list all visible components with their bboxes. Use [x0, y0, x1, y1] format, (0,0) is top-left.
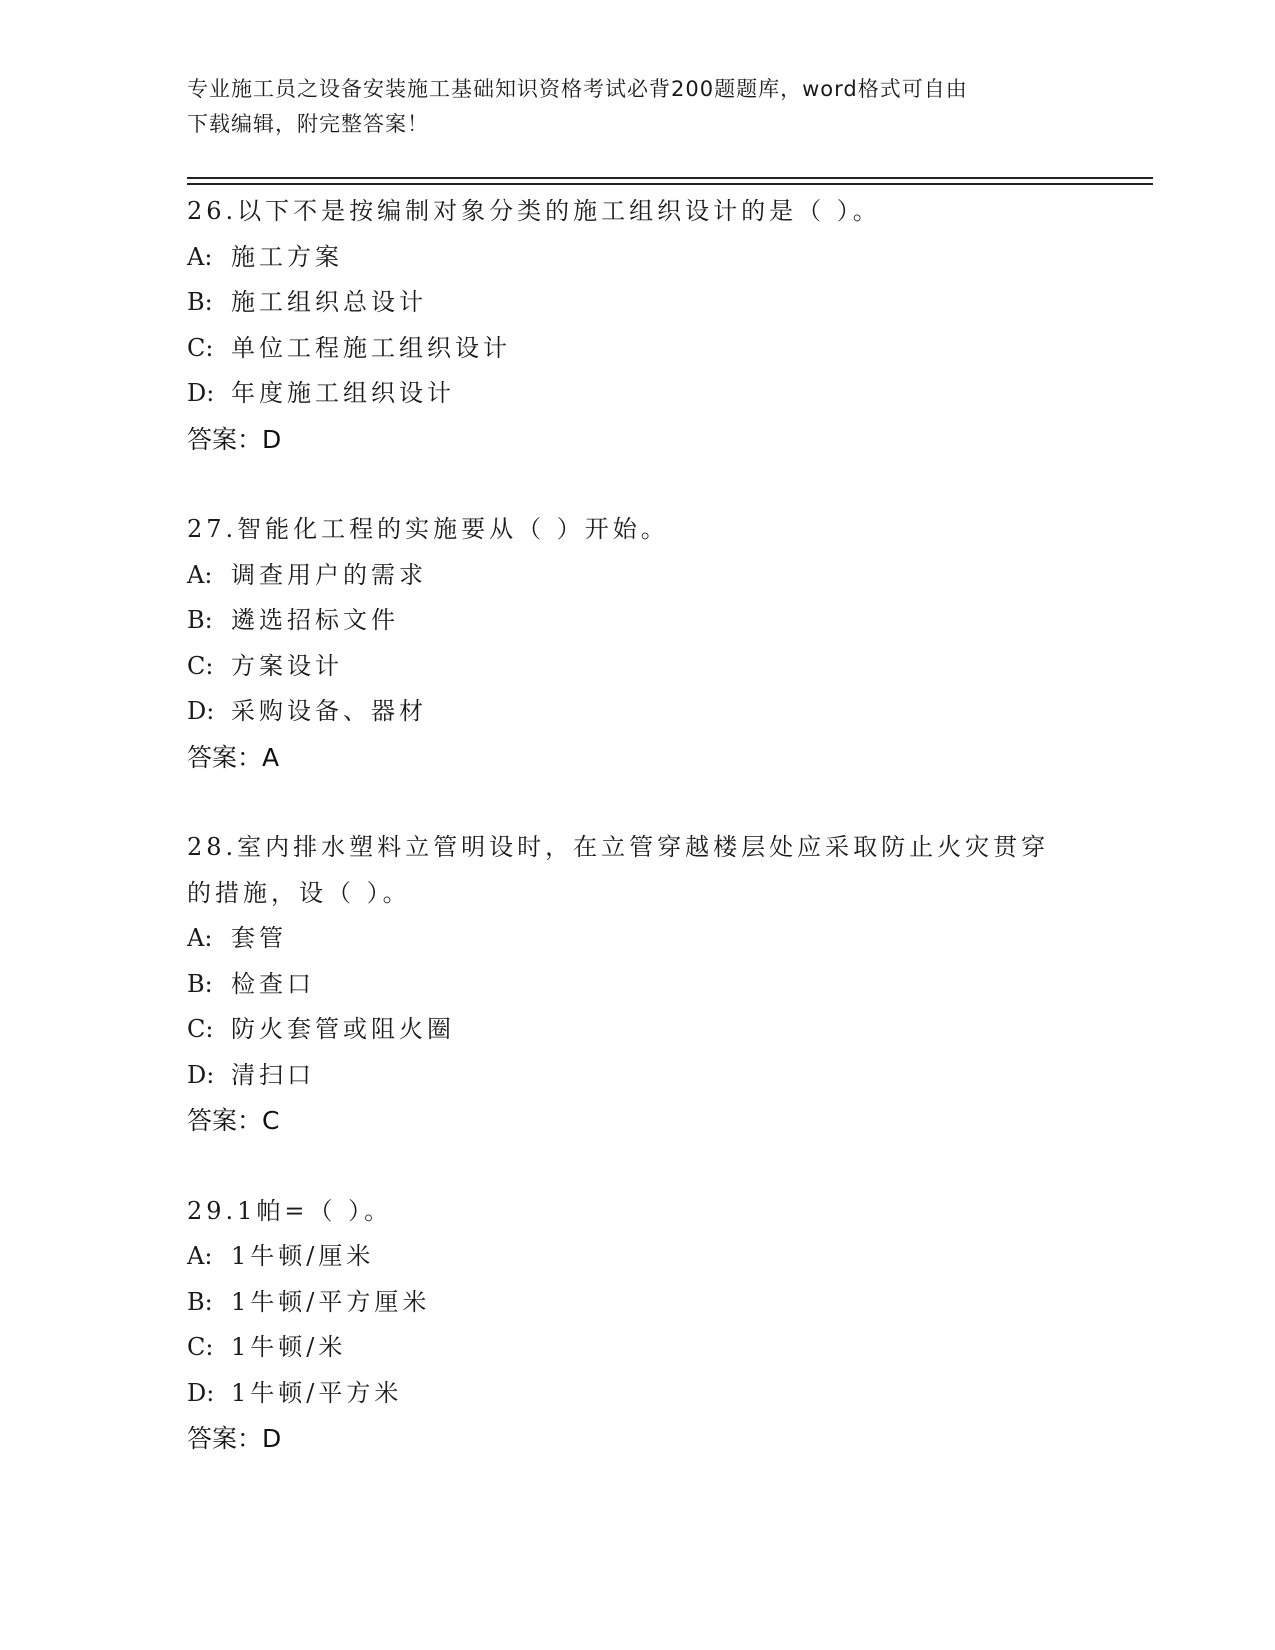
option-c — [187, 326, 1087, 372]
option-a — [187, 553, 1087, 599]
option-text: 防火套管或阻火圈 — [231, 1015, 455, 1043]
option-key: B: — [187, 969, 213, 998]
option-c — [187, 644, 1087, 690]
answer-line: 答案：D — [187, 424, 282, 454]
question-stem: 26.以下不是按编制对象分类的施工组织设计的是（ ）。 — [187, 197, 881, 225]
question-27 — [187, 507, 1087, 780]
option-text: 调查用户的需求 — [231, 560, 427, 589]
option-key: A: — [187, 242, 213, 271]
option-d — [187, 1053, 1087, 1099]
option-key: B: — [187, 288, 213, 316]
option-key: D: — [187, 697, 215, 725]
option-key: D: — [187, 1378, 215, 1407]
option-b — [187, 280, 1087, 326]
option-key: D: — [187, 1060, 215, 1089]
option-key: A: — [187, 924, 213, 952]
option-text: 遴选招标文件 — [231, 606, 399, 634]
answer-line: 答案：D — [187, 1424, 282, 1453]
question-28 — [187, 825, 1087, 1144]
option-key: C: — [187, 651, 214, 680]
question-stem: 27.智能化工程的实施要从（ ）开始。 — [187, 515, 669, 543]
option-text: 1牛顿/厘米 — [231, 1242, 375, 1270]
option-key: C: — [187, 1333, 214, 1361]
option-c — [187, 1325, 1087, 1371]
option-text: 方案设计 — [231, 651, 343, 680]
header-line-2: 下载编辑，附完整答案！ — [187, 112, 429, 136]
answer-line: 答案：A — [187, 742, 280, 772]
option-key: C: — [187, 1015, 214, 1043]
option-text: 1牛顿/米 — [231, 1333, 347, 1361]
option-text: 1牛顿/平方厘米 — [231, 1287, 431, 1316]
header-divider-bottom — [187, 183, 1153, 185]
option-d — [187, 689, 1087, 735]
header-line-1: 专业施工员之设备安装施工基础知识资格考试必背200题题库，word格式可自由 — [187, 77, 968, 101]
option-text: 施工组织总设计 — [231, 288, 427, 316]
question-stem: 28.室内排水塑料立管明设时，在立管穿越楼层处应采取防止火灾贯穿 — [187, 833, 1050, 861]
question-26 — [187, 189, 1087, 462]
option-b — [187, 1280, 1087, 1326]
option-b — [187, 598, 1087, 644]
question-29 — [187, 1189, 1087, 1462]
option-text: 1牛顿/平方米 — [231, 1378, 403, 1407]
option-text: 检查口 — [231, 969, 315, 998]
question-stem-continued: 的措施，设（ ）。 — [187, 878, 411, 907]
option-text: 年度施工组织设计 — [231, 379, 455, 407]
option-a — [187, 235, 1087, 281]
option-b — [187, 962, 1087, 1008]
option-key: B: — [187, 1287, 213, 1316]
question-stem: 29.1帕=（ ）。 — [187, 1196, 393, 1225]
document-header — [187, 72, 1067, 142]
option-text: 采购设备、器材 — [231, 697, 427, 725]
header-divider-top — [187, 177, 1153, 179]
option-text: 套管 — [231, 924, 287, 952]
option-d — [187, 1371, 1087, 1417]
option-key: A: — [187, 1242, 213, 1270]
option-text: 清扫口 — [231, 1060, 315, 1089]
option-key: C: — [187, 333, 214, 362]
option-key: D: — [187, 379, 215, 407]
option-c — [187, 1007, 1087, 1053]
answer-line: 答案：C — [187, 1106, 280, 1135]
option-d — [187, 371, 1087, 417]
option-key: B: — [187, 606, 213, 634]
option-text: 施工方案 — [231, 242, 343, 271]
question-list — [187, 189, 1087, 1507]
option-key: A: — [187, 560, 213, 589]
option-a — [187, 916, 1087, 962]
option-a — [187, 1234, 1087, 1280]
option-text: 单位工程施工组织设计 — [231, 333, 511, 362]
